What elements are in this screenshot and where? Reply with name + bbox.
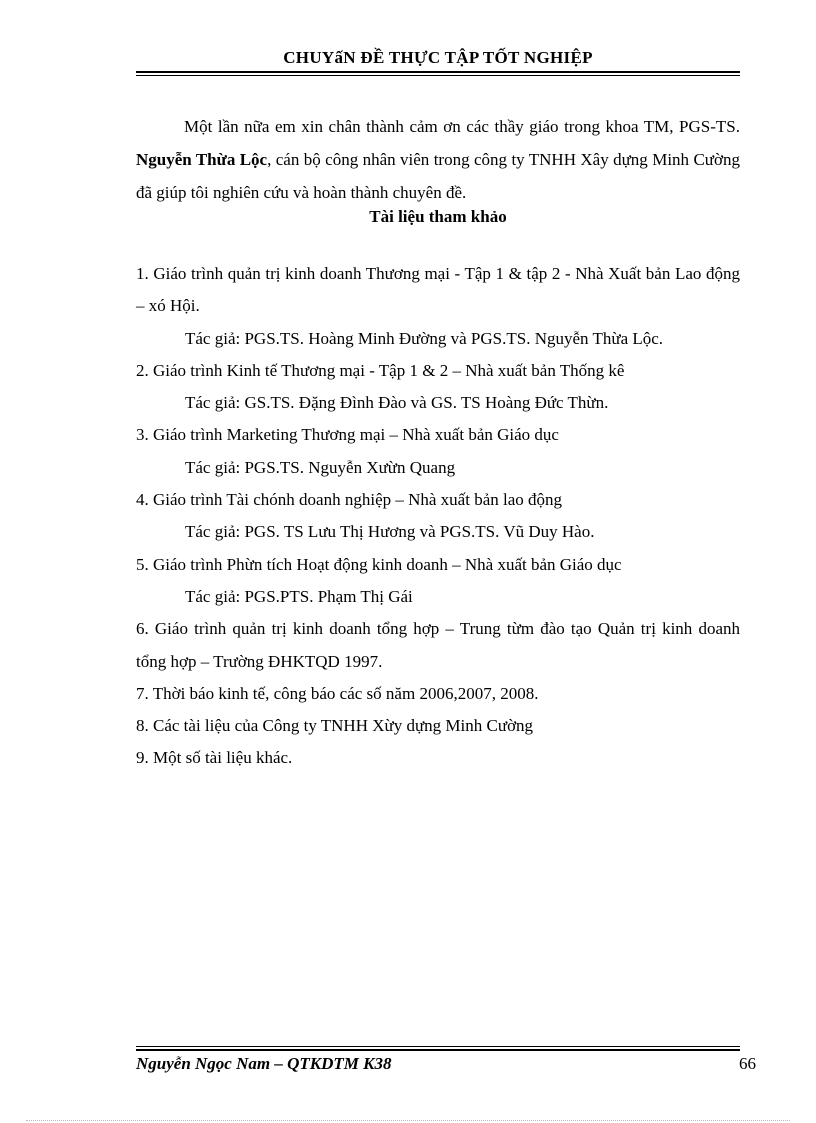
reference-item-4: 4. Giáo trình Tài chónh doanh nghiệp – Nhà xuất bản lao động bbox=[136, 490, 563, 510]
footer-rule-thin bbox=[136, 1046, 740, 1047]
intro-text-before: Một lần nữa em xin chân thành cảm ơn các thầy giáo trong khoa TM, PGS-TS. bbox=[184, 117, 740, 136]
reference-item-2: 2. Giáo trình Kinh tế Thương mại - Tập 1 & 2 – Nhà xuất bản Thống kê bbox=[136, 360, 625, 380]
reference-author-2: Tác giả: GS.TS. Đặng Đình Đào và GS. TS Hoàng Đức Thừn. bbox=[185, 393, 609, 413]
intro-bold-name: Nguyễn Thừa Lộc bbox=[136, 150, 268, 169]
header-rule-thin bbox=[136, 75, 740, 76]
reference-item-7: 7. Thời báo kinh tế, công báo các số năm 2006,2007, 2008. bbox=[136, 683, 539, 703]
intro-paragraph bbox=[136, 110, 740, 209]
reference-author-4: Tác giả: PGS. TS Lưu Thị Hương và PGS.TS. Vũ Duy Hào. bbox=[185, 522, 595, 542]
reference-author-3: Tác giả: PGS.TS. Nguyễn Xưừn Quang bbox=[185, 457, 456, 477]
bottom-dotted-border bbox=[26, 1120, 790, 1121]
intro-text-after: , cán bộ công nhân viên trong công ty TNHH Xây dựng Minh Cường đã giúp tôi nghiên cứu và hoàn thành chuyên đề. bbox=[136, 150, 740, 202]
page-number: 66 bbox=[739, 1054, 756, 1073]
reference-item-3: 3. Giáo trình Marketing Thương mại – Nhà xuất bản Giáo dục bbox=[136, 425, 559, 445]
reference-author-5: Tác giả: PGS.PTS. Phạm Thị Gái bbox=[185, 586, 413, 606]
footer-author: Nguyễn Ngọc Nam – QTKDTM K38 bbox=[136, 1054, 392, 1073]
references-title: Tài liệu tham khảo bbox=[369, 207, 507, 226]
reference-item-6: 6. Giáo trình quản trị kinh doanh tổng hợp – Trung từm đào tạo Quản trị kinh doanh tổng hợp – Trường ĐHKTQD 1997. bbox=[136, 619, 740, 671]
reference-item-5: 5. Giáo trình Phừn tích Hoạt động kinh doanh – Nhà xuất bản Giáo dục bbox=[136, 554, 622, 574]
footer-rule-thick bbox=[136, 1049, 740, 1051]
reference-item-9: 9. Một số tài liệu khác. bbox=[136, 748, 293, 768]
header-title: CHUYấN ĐỀ THỰC TẬP TỐT NGHIỆP bbox=[283, 48, 593, 67]
reference-item-1: 1. Giáo trình quản trị kinh doanh Thương mại - Tập 1 & tập 2 - Nhà Xuất bản Lao động – xó Hội. bbox=[136, 264, 740, 316]
header-rule-thick bbox=[136, 71, 740, 73]
references-list bbox=[136, 258, 740, 775]
reference-item-8: 8. Các tài liệu của Công ty TNHH Xừy dựng Minh Cường bbox=[136, 716, 534, 736]
reference-author-1: Tác giả: PGS.TS. Hoàng Minh Đường và PGS.TS. Nguyễn Thừa Lộc. bbox=[185, 328, 664, 348]
